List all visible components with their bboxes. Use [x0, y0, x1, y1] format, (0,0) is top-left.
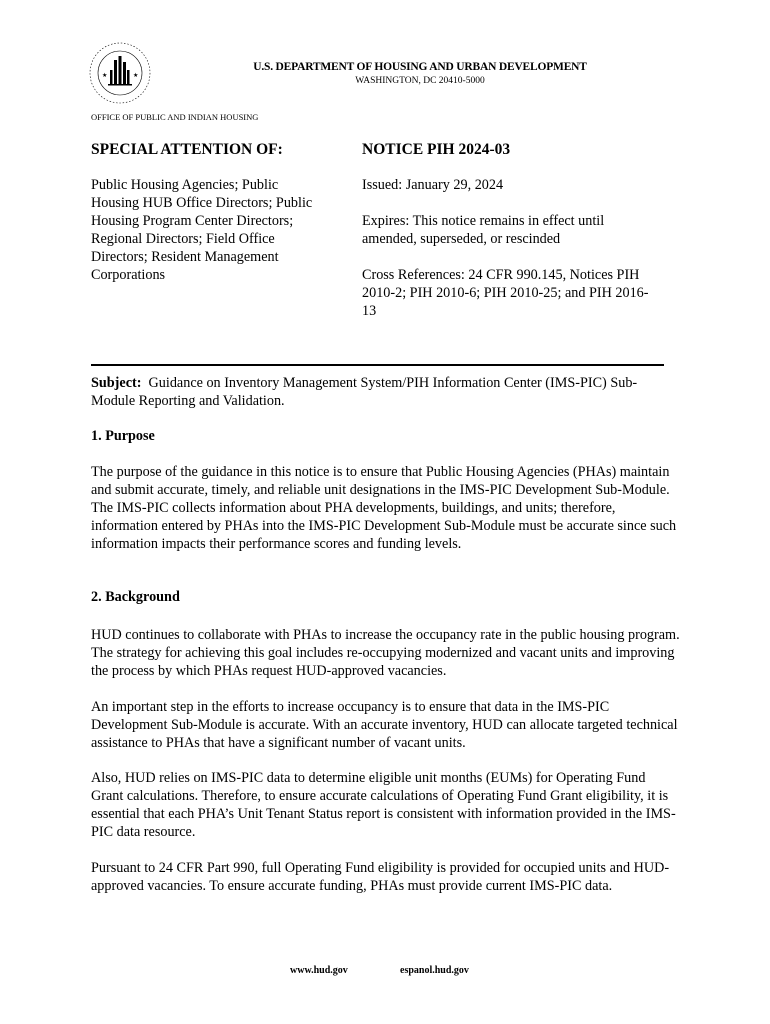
- background-heading: 2. Background: [91, 589, 180, 605]
- expiration-text: Expires: This notice remains in effect until amended, superseded, or rescinded: [362, 213, 605, 247]
- footer-link-espanol[interactable]: espanol.hud.gov: [400, 965, 469, 976]
- divider-rule: [91, 364, 664, 366]
- special-attention-heading: SPECIAL ATTENTION OF:: [91, 141, 283, 158]
- office-name: OFFICE OF PUBLIC AND INDIAN HOUSING: [91, 112, 259, 122]
- background-paragraph-2: An important step in the efforts to increase occupancy is to ensure that data in the IMS-PIC Development Sub-Module is accurate. With an accurate inventory, HUD can allocate targeted technical assistance to PHAs that have a significant number of vacant units.: [91, 699, 678, 751]
- department-address: WASHINGTON, DC 20410-5000: [355, 76, 485, 86]
- subject-line: [91, 374, 681, 410]
- subject-text: Guidance on Inventory Management System/PIH Information Center (IMS-PIC) Sub-Module Reporting and Validation.: [91, 375, 638, 409]
- background-paragraph-4: Pursuant to 24 CFR Part 990, full Operating Fund eligibility is provided for occupied units and HUD-approved vacancies. To ensure accurate funding, PHAs must provide current IMS-PIC data.: [91, 860, 670, 894]
- footer-link-hud[interactable]: www.hud.gov: [290, 965, 348, 976]
- purpose-paragraph: The purpose of the guidance in this notice is to ensure that Public Housing Agencies (PHAs) maintain and submit accurate, timely, and reliable unit designations in the IMS-PIC Development Sub-Module. The IMS-PIC collects information about PHA developments, buildings, and units; therefore, information entered by PHAs into the IMS-PIC Development Sub-Module must be accurate since such information impacts their performance scores and funding levels.: [91, 464, 677, 552]
- background-paragraph-1: HUD continues to collaborate with PHAs to increase the occupancy rate in the public housing program. The strategy for achieving this goal includes re-occupying modernized and vacant units and improving the process by which PHAs request HUD-approved vacancies.: [91, 627, 680, 679]
- subject-label: Subject:: [91, 375, 142, 391]
- department-name: U.S. DEPARTMENT OF HOUSING AND URBAN DEVELOPMENT: [253, 61, 587, 73]
- svg-text:★: ★: [133, 72, 139, 79]
- svg-text:★: ★: [102, 72, 108, 79]
- cross-references: Cross References: 24 CFR 990.145, Notices PIH 2010-2; PIH 2010-6; PIH 2010-25; and PIH 2016-13: [362, 267, 649, 319]
- notice-number: NOTICE PIH 2024-03: [362, 141, 511, 158]
- purpose-heading: 1. Purpose: [91, 428, 155, 444]
- attention-recipients: Public Housing Agencies; Public Housing HUB Office Directors; Public Housing Program Center Directors; Regional Directors; Field Office Directors; Resident Management Corporations: [91, 177, 313, 283]
- hud-seal-logo: [88, 40, 152, 106]
- background-paragraph-3: Also, HUD relies on IMS-PIC data to determine eligible unit months (EUMs) for Operating Fund Grant calculations. Therefore, to ensure accurate calculations of Operating Fund Grant eligibility, it is essential that each PHA’s Unit Tenant Status report is consistent with information provided in the IMS-PIC data resource.: [91, 770, 676, 840]
- issued-date: Issued: January 29, 2024: [362, 177, 504, 193]
